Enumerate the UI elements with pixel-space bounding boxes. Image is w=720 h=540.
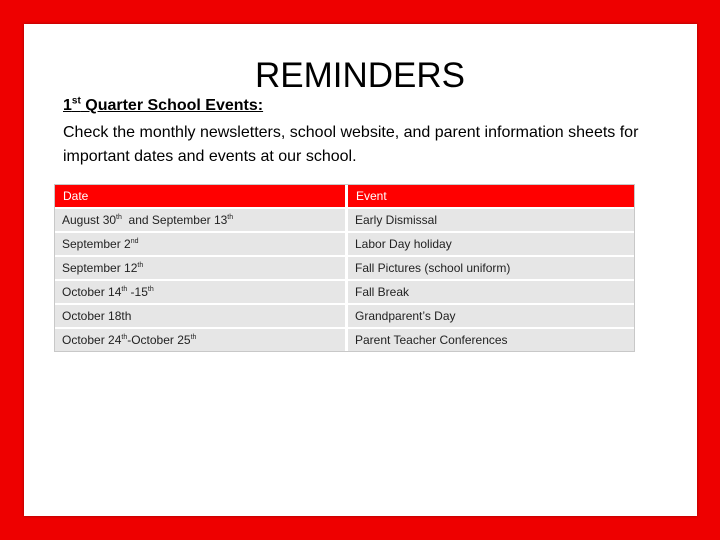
date-text: -October 25: [127, 333, 191, 347]
table-row: [55, 255, 634, 279]
table-row: [55, 231, 634, 255]
date-text: October 24: [62, 333, 122, 347]
date-text: October 14: [62, 285, 122, 299]
table-row: [55, 279, 634, 303]
table-header-row: [55, 185, 634, 207]
date-ordinal: th: [121, 286, 128, 293]
event-cell: Grandparent’s Day: [348, 303, 634, 327]
events-table: [54, 184, 635, 352]
table-row: [55, 207, 634, 231]
section-heading-ordinal: st: [71, 95, 81, 107]
table-row: [55, 327, 634, 351]
event-cell: Parent Teacher Conferences: [348, 327, 634, 351]
header-event: Event: [348, 185, 634, 207]
date-text: September 2: [62, 237, 131, 251]
section-heading-number: 1: [63, 97, 72, 114]
date-text: August 30: [62, 213, 117, 227]
header-date: Date: [55, 185, 348, 207]
date-cell: [55, 327, 348, 351]
event-cell: Labor Day holiday: [348, 231, 634, 255]
date-cell: [55, 207, 348, 231]
date-text: and September 13: [121, 213, 228, 227]
date-ordinal: th: [147, 286, 154, 293]
date-text: -15: [127, 285, 148, 299]
date-text: September 12: [62, 261, 138, 275]
date-cell: [55, 279, 348, 303]
table-row: [55, 303, 634, 327]
date-cell: [55, 231, 348, 255]
date-ordinal: nd: [130, 238, 139, 245]
section-heading-text: Quarter School Events:: [80, 97, 264, 114]
date-ordinal: th: [227, 214, 234, 221]
date-text: October 18th: [62, 309, 132, 323]
date-ordinal: th: [190, 334, 197, 341]
date-ordinal: th: [121, 334, 128, 341]
date-cell: [55, 255, 348, 279]
event-cell: Early Dismissal: [348, 207, 634, 231]
event-cell: Fall Pictures (school uniform): [348, 255, 634, 279]
date-ordinal: th: [116, 214, 122, 221]
description-text: Check the monthly newsletters, school website, and parent information sheets for important dates and events at our school.: [63, 124, 639, 165]
event-cell: Fall Break: [348, 279, 634, 303]
page-title: REMINDERS: [254, 56, 466, 95]
date-ordinal: th: [137, 262, 144, 269]
date-cell: [55, 303, 348, 327]
section-heading: [63, 97, 263, 115]
